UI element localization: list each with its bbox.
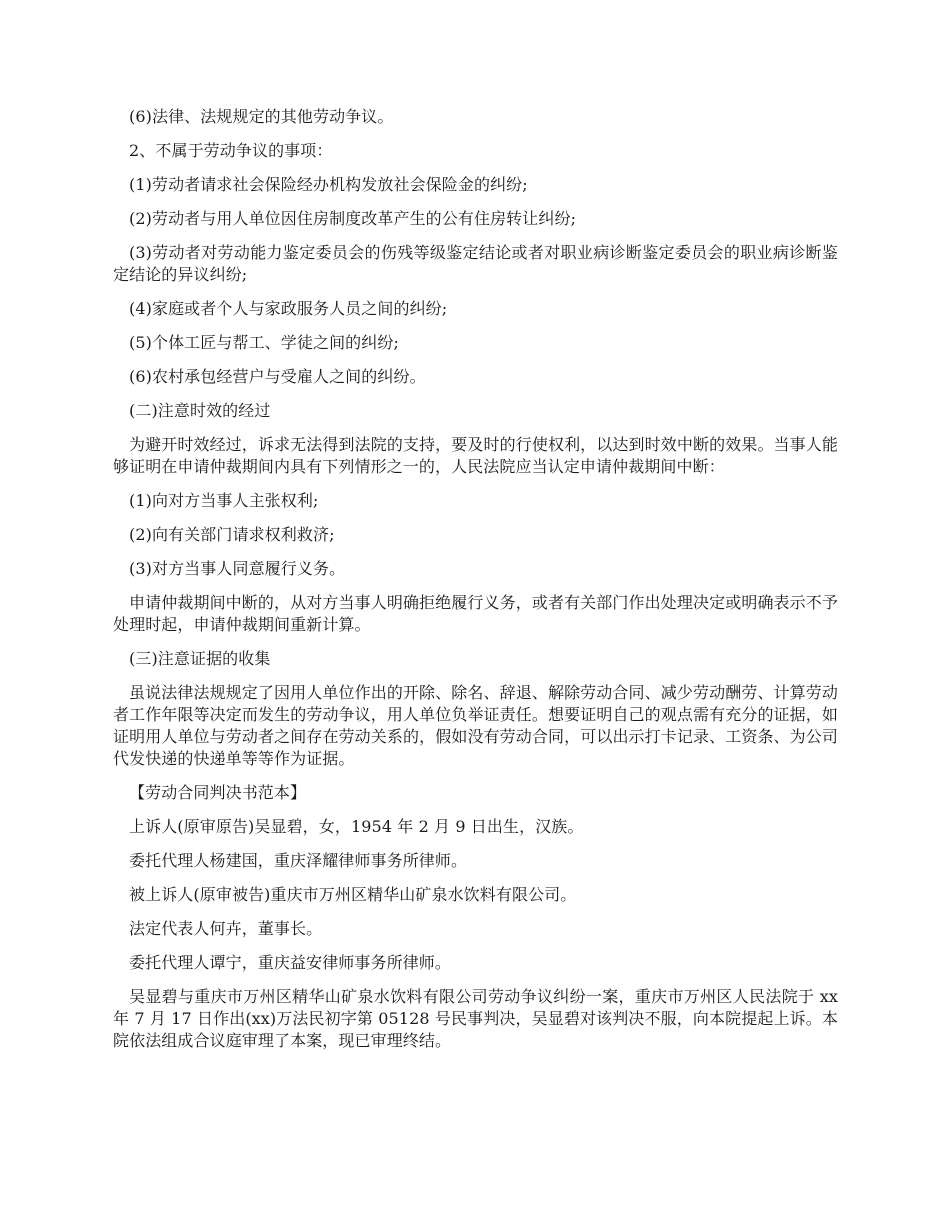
paragraph: (5)个体工匠与帮工、学徒之间的纠纷; [129,333,399,352]
section-heading: (三)注意证据的收集 [129,649,271,668]
paragraph: (6)法律、法规规定的其他劳动争议。 [129,107,394,126]
paragraph: 吴显碧与重庆市万州区精华山矿泉水饮料有限公司劳动争议纠纷一案，重庆市万州区人民法院于 xx 年 7 月 17 日作出(xx)万法民初字第 05128 号民事判决，吴显碧对该判决不服，向本院提起上诉。本院依法组成合议庭审理了本案，现已审理终结。 [113,987,838,1050]
paragraph: 委托代理人杨建国，重庆泽耀律师事务所律师。 [129,851,468,870]
paragraph: (1)劳动者请求社会保险经办机构发放社会保险金的纠纷; [129,175,528,194]
paragraph: 上诉人(原审原告)吴显碧，女，1954 年 2 月 9 日出生，汉族。 [129,817,584,836]
paragraph: (2)向有关部门请求权利救济; [129,525,335,544]
paragraph: (3)对方当事人同意履行义务。 [129,559,346,578]
section-heading: (二)注意时效的经过 [129,401,271,420]
paragraph: (4)家庭或者个人与家政服务人员之间的纠纷; [129,299,448,318]
paragraph: 被上诉人(原审被告)重庆市万州区精华山矿泉水饮料有限公司。 [129,885,577,904]
paragraph: (3)劳动者对劳动能力鉴定委员会的伤残等级鉴定结论或者对职业病诊断鉴定委员会的职业病诊断鉴定结论的异议纠纷; [113,243,838,284]
paragraph: (6)农村承包经营户与受雇人之间的纠纷。 [129,367,426,386]
section-heading: 【劳动合同判决书范本】 [129,783,307,802]
paragraph: (1)向对方当事人主张权利; [129,491,319,510]
paragraph: (2)劳动者与用人单位因住房制度改革产生的公有住房转让纠纷; [129,209,577,228]
paragraph: 2、不属于劳动争议的事项： [129,141,333,160]
document-page [113,106,838,1064]
paragraph: 为避开时效经过，诉求无法得到法院的支持，要及时的行使权利，以达到时效中断的效果。当事人能够证明在申请仲裁期间内具有下列情形之一的，人民法院应当认定申请仲裁期间中断： [113,435,838,476]
paragraph: 法定代表人何卉，董事长。 [129,919,323,938]
paragraph: 委托代理人谭宁，重庆益安律师事务所律师。 [129,953,452,972]
paragraph: 申请仲裁期间中断的，从对方当事人明确拒绝履行义务，或者有关部门作出处理决定或明确表示不予处理时起，申请仲裁期间重新计算。 [113,593,838,634]
paragraph: 虽说法律法规规定了因用人单位作出的开除、除名、辞退、解除劳动合同、减少劳动酬劳、计算劳动者工作年限等决定而发生的劳动争议，用人单位负举证责任。想要证明自己的观点需有充分的证据，如证明用人单位与劳动者之间存在劳动关系的，假如没有劳动合同，可以出示打卡记录、工资条、为公司代发快递的快递单等等作为证据。 [113,683,838,768]
